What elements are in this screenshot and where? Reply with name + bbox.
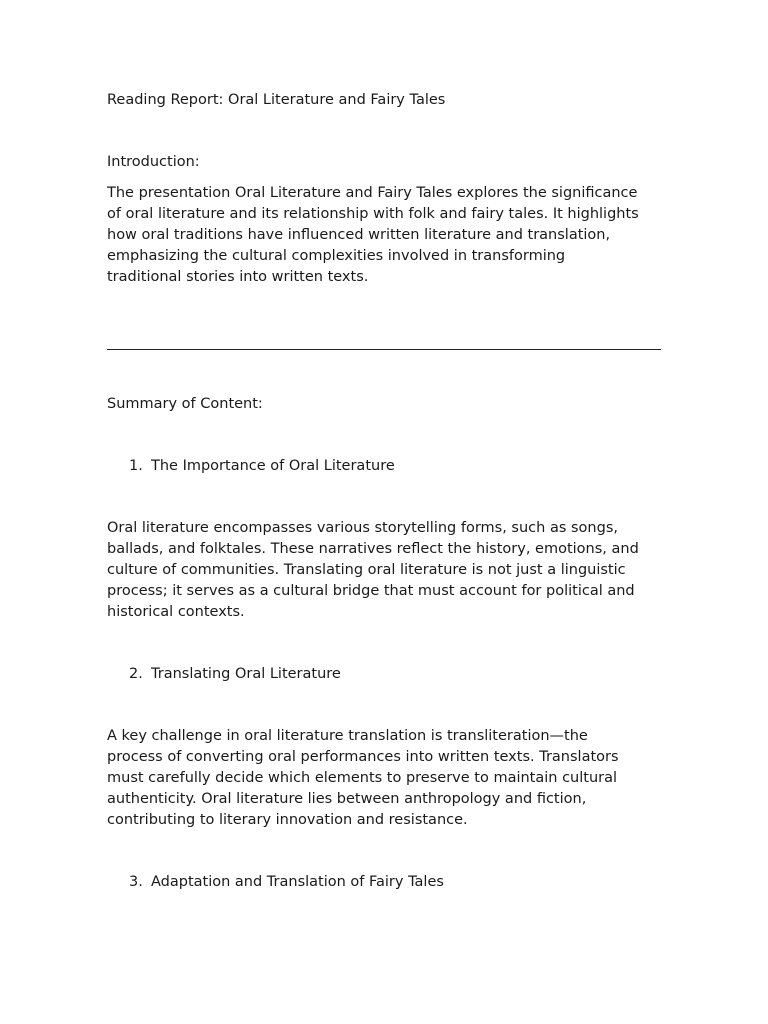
section-paragraph-1 <box>107 518 667 623</box>
paragraph-line: The presentation Oral Literature and Fairy Tales explores the significance <box>107 185 638 201</box>
paragraph-line: of oral literature and its relationship with folk and fairy tales. It highlights <box>107 206 639 222</box>
section-title: Adaptation and Translation of Fairy Tales <box>151 874 444 890</box>
paragraph-line: contributing to literary innovation and resistance. <box>107 812 468 828</box>
intro-paragraph <box>107 183 667 288</box>
paragraph-line: Oral literature encompasses various storytelling forms, such as songs, <box>107 520 618 536</box>
section-title: Translating Oral Literature <box>151 666 341 682</box>
paragraph-line: culture of communities. Translating oral literature is not just a linguistic <box>107 562 626 578</box>
list-number: 2. <box>129 666 143 682</box>
section-paragraph-2 <box>107 726 667 831</box>
list-number: 1. <box>129 458 143 474</box>
report-title: Reading Report: Oral Literature and Fairy Tales <box>107 92 446 108</box>
section-title: The Importance of Oral Literature <box>151 458 395 474</box>
summary-heading: Summary of Content: <box>107 396 263 412</box>
section-heading-2 <box>129 664 341 684</box>
paragraph-line: how oral traditions have influenced written literature and translation, <box>107 227 611 243</box>
paragraph-line: traditional stories into written texts. <box>107 269 369 285</box>
list-number: 3. <box>129 874 143 890</box>
paragraph-line: must carefully decide which elements to preserve to maintain cultural <box>107 770 618 786</box>
horizontal-divider <box>107 349 661 350</box>
paragraph-line: A key challenge in oral literature translation is transliteration—the <box>107 728 588 744</box>
paragraph-line: process of converting oral performances into written texts. Translators <box>107 749 619 765</box>
paragraph-line: emphasizing the cultural complexities involved in transforming <box>107 248 566 264</box>
paragraph-line: authenticity. Oral literature lies between anthropology and fiction, <box>107 791 587 807</box>
paragraph-line: historical contexts. <box>107 604 245 620</box>
section-heading-1 <box>129 456 395 476</box>
paragraph-line: ballads, and folktales. These narratives reflect the history, emotions, and <box>107 541 639 557</box>
intro-heading: Introduction: <box>107 154 200 170</box>
section-heading-3 <box>129 872 444 892</box>
paragraph-line: process; it serves as a cultural bridge that must account for political and <box>107 583 635 599</box>
